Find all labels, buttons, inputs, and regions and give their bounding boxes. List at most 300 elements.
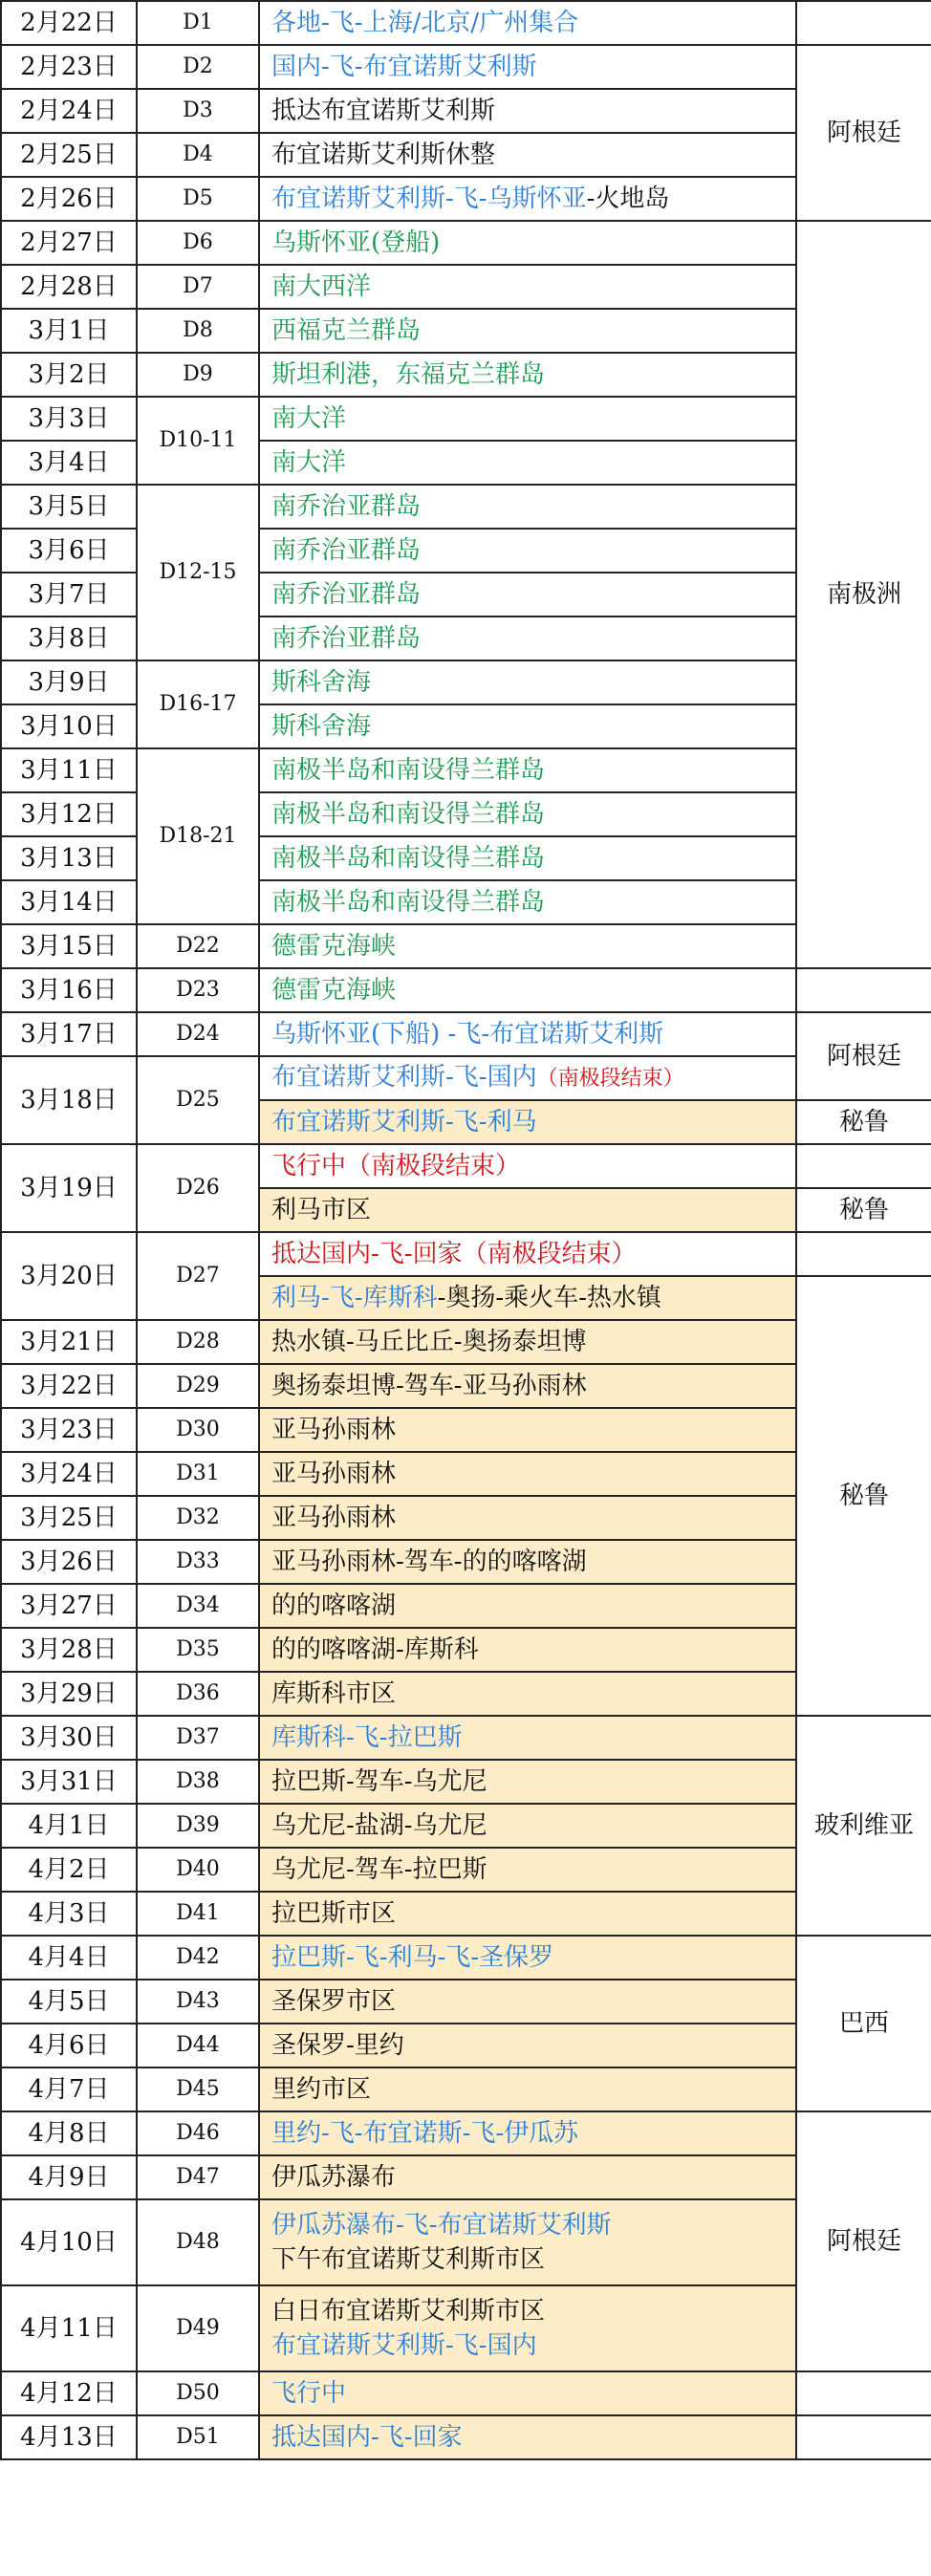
route-line — [271, 182, 790, 216]
route-cell — [259, 1716, 796, 1760]
date-cell: 3月10日 — [1, 704, 137, 748]
table-row — [1, 1628, 931, 1672]
route-cell — [259, 133, 796, 177]
route-line — [271, 1940, 790, 1975]
route-line — [271, 753, 790, 788]
route-cell — [259, 2067, 796, 2111]
route-cell — [259, 968, 796, 1012]
route-line — [271, 1325, 790, 1359]
route-line — [271, 2420, 790, 2455]
region-cell — [796, 1144, 931, 1188]
table-row — [1, 177, 931, 221]
itinerary-body — [1, 1, 931, 2459]
table-row — [1, 1144, 931, 1188]
day-cell: D18-21 — [137, 748, 259, 924]
route-text: 抵达国内-飞-回家（南极段结束） — [271, 1240, 637, 1268]
route-text: 热水镇-马丘比丘-奥扬泰坦博 — [271, 1328, 587, 1356]
day-cell: D1 — [137, 1, 259, 45]
date-cell: 3月25日 — [1, 1496, 137, 1540]
route-cell — [259, 1540, 796, 1584]
route-cell — [259, 1584, 796, 1628]
day-cell: D24 — [137, 1012, 259, 1056]
table-row — [1, 1672, 931, 1716]
day-cell: D9 — [137, 353, 259, 397]
table-row — [1, 45, 931, 89]
date-cell: 3月22日 — [1, 1364, 137, 1408]
route-cell — [259, 441, 796, 485]
route-line — [271, 929, 790, 963]
route-cell — [259, 1628, 796, 1672]
route-line — [271, 50, 790, 84]
table-row — [1, 89, 931, 133]
route-line — [271, 1105, 790, 1139]
date-cell: 2月25日 — [1, 133, 137, 177]
day-cell: D12-15 — [137, 485, 259, 660]
region-cell — [796, 1, 931, 45]
route-cell — [259, 792, 796, 836]
table-row — [1, 2285, 931, 2371]
route-text: （南极段结束） — [536, 1067, 684, 1091]
route-cell — [259, 924, 796, 968]
date-cell: 4月13日 — [1, 2415, 137, 2459]
route-text: 亚马孙雨林 — [271, 1460, 397, 1488]
route-cell — [259, 1144, 796, 1188]
route-text: 飞行中（南极段结束） — [271, 1152, 521, 1180]
route-text: 布宜诺斯艾利斯休整 — [271, 141, 496, 169]
route-cell — [259, 2111, 796, 2155]
day-cell: D44 — [137, 2024, 259, 2067]
table-row — [1, 1056, 931, 1100]
day-cell: D49 — [137, 2285, 259, 2371]
date-cell: 4月9日 — [1, 2155, 137, 2199]
route-cell — [259, 309, 796, 353]
day-cell: D8 — [137, 309, 259, 353]
route-cell — [259, 177, 796, 221]
route-cell — [259, 2199, 796, 2285]
day-cell: D32 — [137, 1496, 259, 1540]
date-cell: 3月9日 — [1, 660, 137, 704]
table-row — [1, 968, 931, 1012]
route-text: 白日布宜诺斯艾利斯市区 — [271, 2297, 546, 2326]
route-cell — [259, 221, 796, 265]
date-cell: 2月27日 — [1, 221, 137, 265]
date-cell: 4月1日 — [1, 1804, 137, 1848]
day-cell: D40 — [137, 1848, 259, 1892]
day-cell: D43 — [137, 1980, 259, 2024]
route-line — [271, 1457, 790, 1491]
route-line — [271, 665, 790, 700]
day-cell: D23 — [137, 968, 259, 1012]
route-line — [271, 1633, 790, 1667]
route-line — [271, 621, 790, 656]
table-row — [1, 660, 931, 704]
route-text: 利马市区 — [271, 1196, 372, 1224]
route-text: 抵达布宜诺斯艾利斯 — [271, 97, 496, 125]
route-cell — [259, 573, 796, 617]
table-row — [1, 924, 931, 968]
date-cell: 2月22日 — [1, 1, 137, 45]
route-cell — [259, 1188, 796, 1232]
route-cell — [259, 880, 796, 924]
date-cell: 3月7日 — [1, 573, 137, 617]
date-cell: 4月6日 — [1, 2024, 137, 2067]
date-cell: 4月10日 — [1, 2199, 137, 2285]
route-text: 南乔治亚群岛 — [271, 536, 422, 565]
date-cell: 4月4日 — [1, 1936, 137, 1980]
table-row — [1, 1892, 931, 1936]
route-text: 里约市区 — [271, 2075, 372, 2104]
route-line — [271, 2160, 790, 2195]
region-cell: 阿根廷 — [796, 45, 931, 221]
route-line — [271, 2072, 790, 2107]
route-cell — [259, 45, 796, 89]
date-cell: 3月17日 — [1, 1012, 137, 1056]
route-line — [271, 709, 790, 744]
route-cell — [259, 2371, 796, 2415]
date-cell: 3月2日 — [1, 353, 137, 397]
table-row — [1, 1408, 931, 1452]
route-line — [271, 94, 790, 128]
day-cell: D34 — [137, 1584, 259, 1628]
table-row — [1, 133, 931, 177]
date-cell: 4月3日 — [1, 1892, 137, 1936]
route-text: 乌斯怀亚(登船) — [271, 228, 441, 257]
route-cell — [259, 2024, 796, 2067]
route-line — [271, 1149, 790, 1183]
day-cell: D27 — [137, 1232, 259, 1320]
date-cell: 3月8日 — [1, 617, 137, 660]
date-cell: 2月24日 — [1, 89, 137, 133]
region-cell: 秘鲁 — [796, 1100, 931, 1144]
date-cell: 3月14日 — [1, 880, 137, 924]
route-text: 布宜诺斯艾利斯-飞-乌斯怀亚 — [271, 184, 587, 213]
route-cell — [259, 1760, 796, 1804]
route-cell — [259, 1232, 796, 1276]
day-cell: D33 — [137, 1540, 259, 1584]
table-row — [1, 485, 931, 529]
date-cell: 3月31日 — [1, 1760, 137, 1804]
region-cell: 南极洲 — [796, 221, 931, 968]
route-text: 拉巴斯-驾车-乌尤尼 — [271, 1767, 487, 1796]
route-cell — [259, 1100, 796, 1144]
route-text: 的的喀喀湖-库斯科 — [271, 1635, 479, 1664]
route-line — [271, 2376, 790, 2411]
date-cell: 3月3日 — [1, 397, 137, 441]
region-cell: 巴西 — [796, 1936, 931, 2111]
day-cell: D30 — [137, 1408, 259, 1452]
route-text: 里约-飞-布宜诺斯-飞-伊瓜苏 — [271, 2119, 579, 2148]
route-cell — [259, 485, 796, 529]
table-row — [1, 1, 931, 45]
day-cell: D31 — [137, 1452, 259, 1496]
region-cell: 秘鲁 — [796, 1188, 931, 1232]
route-text: 斯坦利港，东福克兰群岛 — [271, 360, 546, 389]
day-cell: D16-17 — [137, 660, 259, 748]
table-row — [1, 748, 931, 792]
date-cell: 3月16日 — [1, 968, 137, 1012]
route-text: 亚马孙雨林-驾车-的的喀喀湖 — [271, 1548, 587, 1576]
route-text: 南乔治亚群岛 — [271, 624, 422, 653]
route-line — [271, 314, 790, 348]
day-cell: D50 — [137, 2371, 259, 2415]
route-text: 布宜诺斯艾利斯-飞-利马 — [271, 1108, 537, 1136]
route-text: 的的喀喀湖 — [271, 1591, 397, 1620]
route-line — [271, 2208, 790, 2242]
route-cell — [259, 1364, 796, 1408]
day-cell: D48 — [137, 2199, 259, 2285]
day-cell: D4 — [137, 133, 259, 177]
region-cell — [796, 2415, 931, 2459]
route-text: 乌尤尼-驾车-拉巴斯 — [271, 1855, 487, 1884]
region-cell: 秘鲁 — [796, 1276, 931, 1716]
route-text: 斯科舍海 — [271, 712, 372, 741]
route-cell — [259, 1980, 796, 2024]
route-line — [271, 1281, 790, 1315]
day-cell: D51 — [137, 2415, 259, 2459]
date-cell: 3月24日 — [1, 1452, 137, 1496]
route-cell — [259, 2285, 796, 2371]
route-cell — [259, 1892, 796, 1936]
route-cell — [259, 1320, 796, 1364]
date-cell: 4月7日 — [1, 2067, 137, 2111]
route-line — [271, 445, 790, 480]
date-cell: 3月20日 — [1, 1232, 137, 1320]
route-line — [271, 226, 790, 260]
route-cell — [259, 1276, 796, 1320]
date-cell: 3月13日 — [1, 836, 137, 880]
route-line — [271, 2028, 790, 2063]
table-row — [1, 1980, 931, 2024]
day-cell: D6 — [137, 221, 259, 265]
table-row — [1, 2024, 931, 2067]
route-line — [271, 1193, 790, 1227]
route-text: 南极半岛和南设得兰群岛 — [271, 756, 546, 785]
table-row — [1, 1540, 931, 1584]
date-cell: 3月4日 — [1, 441, 137, 485]
route-text: 国内-飞-布宜诺斯艾利斯 — [271, 53, 537, 81]
route-cell — [259, 265, 796, 309]
route-cell — [259, 2415, 796, 2459]
date-cell: 3月5日 — [1, 485, 137, 529]
route-text: 南极半岛和南设得兰群岛 — [271, 888, 546, 917]
route-line — [271, 1545, 790, 1579]
table-row — [1, 2415, 931, 2459]
day-cell: D41 — [137, 1892, 259, 1936]
route-text: 南乔治亚群岛 — [271, 580, 422, 609]
table-row — [1, 2371, 931, 2415]
table-row — [1, 2111, 931, 2155]
route-text: 南极半岛和南设得兰群岛 — [271, 844, 546, 873]
route-text: 奥扬泰坦博-驾车-亚马孙雨林 — [271, 1372, 587, 1400]
route-line — [271, 1764, 790, 1799]
route-text: 伊瓜苏瀑布 — [271, 2163, 397, 2192]
region-cell: 阿根廷 — [796, 2111, 931, 2371]
route-text: 利马-飞-库斯科 — [271, 1284, 438, 1312]
route-cell — [259, 617, 796, 660]
day-cell: D29 — [137, 1364, 259, 1408]
route-line — [271, 1721, 790, 1755]
table-row — [1, 1012, 931, 1056]
route-cell — [259, 1804, 796, 1848]
route-text: 乌尤尼-盐湖-乌尤尼 — [271, 1811, 487, 1840]
route-line — [271, 1808, 790, 1843]
date-cell: 3月19日 — [1, 1144, 137, 1232]
day-cell: D25 — [137, 1056, 259, 1144]
route-line — [271, 533, 790, 568]
route-text: 乌斯怀亚(下船) -飞-布宜诺斯艾利斯 — [271, 1020, 664, 1049]
date-cell: 3月23日 — [1, 1408, 137, 1452]
table-row — [1, 221, 931, 265]
route-cell — [259, 1452, 796, 1496]
table-row — [1, 265, 931, 309]
route-cell — [259, 1848, 796, 1892]
day-cell: D35 — [137, 1628, 259, 1672]
date-cell: 2月28日 — [1, 265, 137, 309]
table-row — [1, 2199, 931, 2285]
date-cell: 4月8日 — [1, 2111, 137, 2155]
day-cell: D26 — [137, 1144, 259, 1232]
date-cell: 3月12日 — [1, 792, 137, 836]
table-row — [1, 397, 931, 441]
route-text: 库斯科-飞-拉巴斯 — [271, 1723, 463, 1752]
day-cell: D7 — [137, 265, 259, 309]
route-cell — [259, 1012, 796, 1056]
day-cell: D38 — [137, 1760, 259, 1804]
route-line — [271, 357, 790, 392]
table-row — [1, 1936, 931, 1980]
route-text: 南乔治亚群岛 — [271, 492, 422, 521]
route-text: 南大洋 — [271, 448, 347, 477]
day-cell: D46 — [137, 2111, 259, 2155]
route-line — [271, 1017, 790, 1051]
route-text: 德雷克海峡 — [271, 976, 397, 1005]
route-cell — [259, 2155, 796, 2199]
route-text: 南大洋 — [271, 404, 347, 433]
route-cell — [259, 748, 796, 792]
route-line — [271, 2242, 790, 2277]
date-cell: 3月1日 — [1, 309, 137, 353]
route-text: 德雷克海峡 — [271, 932, 397, 961]
route-line — [271, 1589, 790, 1623]
route-text: 伊瓜苏瀑布-飞-布宜诺斯艾利斯 — [271, 2211, 612, 2240]
route-text: -奥扬-乘火车-热水镇 — [437, 1284, 661, 1312]
day-cell: D28 — [137, 1320, 259, 1364]
date-cell: 3月18日 — [1, 1056, 137, 1144]
route-line — [271, 577, 790, 612]
date-cell: 3月26日 — [1, 1540, 137, 1584]
date-cell: 4月11日 — [1, 2285, 137, 2371]
table-row — [1, 2067, 931, 2111]
route-cell — [259, 1408, 796, 1452]
route-text: 斯科舍海 — [271, 668, 372, 697]
route-text: -火地岛 — [586, 184, 670, 213]
route-text: 南大西洋 — [271, 272, 372, 301]
route-text: 布宜诺斯艾利斯-飞-国内 — [271, 1063, 537, 1092]
route-line — [271, 138, 790, 172]
route-text: 西福克兰群岛 — [271, 316, 422, 345]
date-cell: 3月6日 — [1, 529, 137, 573]
table-row — [1, 1452, 931, 1496]
route-cell — [259, 704, 796, 748]
route-line — [271, 885, 790, 920]
route-line — [271, 2116, 790, 2151]
route-text: 飞行中 — [271, 2379, 347, 2408]
route-cell — [259, 1672, 796, 1716]
route-cell — [259, 1056, 796, 1100]
route-line — [271, 797, 790, 832]
day-cell: D2 — [137, 45, 259, 89]
date-cell: 3月11日 — [1, 748, 137, 792]
date-cell: 4月12日 — [1, 2371, 137, 2415]
day-cell: D45 — [137, 2067, 259, 2111]
region-cell: 阿根廷 — [796, 1012, 931, 1100]
route-line — [271, 489, 790, 524]
route-text: 亚马孙雨林 — [271, 1416, 397, 1444]
route-line — [271, 1369, 790, 1403]
table-row — [1, 2155, 931, 2199]
route-cell — [259, 397, 796, 441]
route-line — [271, 401, 790, 436]
date-cell: 3月27日 — [1, 1584, 137, 1628]
day-cell: D47 — [137, 2155, 259, 2199]
date-cell: 2月26日 — [1, 177, 137, 221]
route-cell — [259, 836, 796, 880]
route-line — [271, 1896, 790, 1931]
route-line — [271, 6, 790, 40]
route-line — [271, 1060, 790, 1096]
day-cell: D22 — [137, 924, 259, 968]
date-cell: 3月30日 — [1, 1716, 137, 1760]
region-cell — [796, 2371, 931, 2415]
route-cell — [259, 1496, 796, 1540]
route-line — [271, 973, 790, 1007]
date-cell: 3月21日 — [1, 1320, 137, 1364]
date-cell: 4月5日 — [1, 1980, 137, 2024]
route-text: 南极半岛和南设得兰群岛 — [271, 800, 546, 829]
table-row — [1, 1584, 931, 1628]
route-cell — [259, 660, 796, 704]
route-line — [271, 270, 790, 304]
route-line — [271, 2328, 790, 2363]
table-row — [1, 1848, 931, 1892]
day-cell: D36 — [137, 1672, 259, 1716]
route-line — [271, 2294, 790, 2328]
route-line — [271, 841, 790, 876]
table-row — [1, 1364, 931, 1408]
date-cell: 3月29日 — [1, 1672, 137, 1716]
date-cell: 3月28日 — [1, 1628, 137, 1672]
route-text: 亚马孙雨林 — [271, 1504, 397, 1532]
route-line — [271, 1501, 790, 1535]
route-line — [271, 1413, 790, 1447]
route-cell — [259, 89, 796, 133]
table-row — [1, 1760, 931, 1804]
day-cell: D10-11 — [137, 397, 259, 485]
route-text: 库斯科市区 — [271, 1679, 397, 1708]
table-row — [1, 353, 931, 397]
table-row — [1, 309, 931, 353]
route-text: 圣保罗-里约 — [271, 2031, 404, 2060]
table-row — [1, 1716, 931, 1760]
day-cell: D39 — [137, 1804, 259, 1848]
route-text: 圣保罗市区 — [271, 1987, 397, 2016]
table-row — [1, 1232, 931, 1276]
table-row — [1, 1804, 931, 1848]
route-cell — [259, 353, 796, 397]
route-text: 各地-飞-上海/北京/广州集合 — [271, 9, 579, 37]
route-text: 布宜诺斯艾利斯-飞-国内 — [271, 2331, 537, 2360]
route-text: 拉巴斯-飞-利马-飞-圣保罗 — [271, 1943, 554, 1972]
